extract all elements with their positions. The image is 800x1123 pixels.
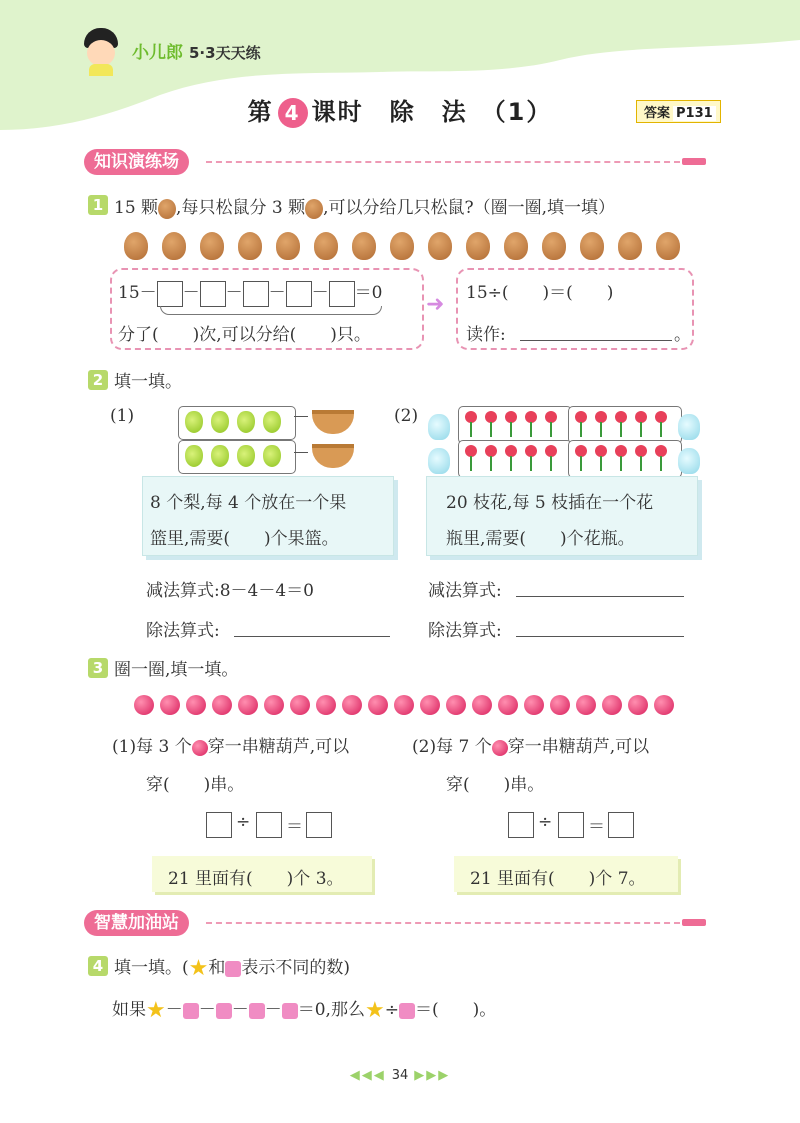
q2-part2-subtraction-line[interactable] [516,596,684,597]
pinecone-icon [158,199,176,219]
pinecone-icon [542,232,566,260]
q2-part1-text-1: 8 个梨,每 4 个放在一个果 [150,493,347,513]
q1-division-equation[interactable]: 15÷( )＝( ) [466,283,614,303]
vase-icon [678,414,700,440]
pear-icon [211,411,229,433]
star-icon: ★ [146,998,166,1023]
pear-group[interactable] [178,440,296,474]
hawthorn-icon [550,695,570,715]
hawthorn-icon [212,695,232,715]
flower-icon [525,445,537,471]
brand-series: 5·3天天练 [189,44,261,62]
pinecone-icon [656,232,680,260]
hawthorn-icon [394,695,414,715]
q1-prompt: 15 颗 ,每只松鼠分 3 颗 ,可以分给几只松鼠?（圈一圈,填一填） [114,198,615,218]
hawthorn-icon [342,695,362,715]
answer-reference[interactable]: 答案 P131 [636,100,721,123]
brand-name: 小儿郎 [132,43,183,63]
pear-icon [237,445,255,467]
pinecone-icon [162,232,186,260]
page-number: 34 [391,1068,409,1083]
hawthorn-icon [134,695,154,715]
pinecone-icon [276,232,300,260]
pear-icon [237,411,255,433]
pinecone-row[interactable] [124,232,694,260]
pinecone-icon [618,232,642,260]
flower-group[interactable] [568,440,682,478]
q2-part1-text-2[interactable]: 篮里,需要( )个果篮。 [150,529,339,549]
hawthorn-icon [654,695,674,715]
page-title: 第 4 课时 除 法 （1） [247,98,553,126]
pinecone-icon [352,232,376,260]
pear-group[interactable] [178,406,296,440]
pinecone-icon [200,232,224,260]
q2-part1-label: (1) [110,406,135,426]
pink-square-icon [282,1003,298,1019]
pink-square-icon [399,1003,415,1019]
pinecone-icon [466,232,490,260]
q1-read-label: 读作: [466,325,506,345]
flower-icon [465,445,477,471]
pink-square-icon [225,961,241,977]
vase-icon [678,448,700,474]
hawthorn-icon [492,740,508,756]
flower-group[interactable] [568,406,682,444]
q3-part1-card-text[interactable]: 21 里面有( )个 3。 [168,869,344,889]
q3-part1-answer[interactable]: 穿( )串。 [146,775,245,795]
pear-icon [263,411,281,433]
hawthorn-icon [238,695,258,715]
q2-part1-division-line[interactable] [234,636,390,637]
hawthorn-icon [420,695,440,715]
q2-part2-subtraction-label: 减法算式: [428,581,502,601]
answer-box[interactable] [306,812,332,838]
brace [160,306,382,315]
flower-icon [525,411,537,437]
q1-read-answer-line[interactable] [520,340,672,341]
pear-icon [211,445,229,467]
q3-part2-answer[interactable]: 穿( )串。 [446,775,545,795]
q1-count-line[interactable]: 分了( )次,可以分给( )只。 [118,325,371,345]
left-arrows-icon: ◀◀◀ [349,1068,386,1083]
q2-part2-text-2[interactable]: 瓶里,需要( )个花瓶。 [446,529,635,549]
flower-icon [615,445,627,471]
question-number: 4 [88,956,108,976]
flower-icon [465,411,477,437]
hawthorn-icon [186,695,206,715]
pinecone-icon [305,199,323,219]
basket-icon [312,444,354,468]
answer-box[interactable] [256,812,282,838]
pinecone-icon [580,232,604,260]
hawthorn-icon [602,695,622,715]
pinecone-icon [504,232,528,260]
pear-icon [185,411,203,433]
right-arrows-icon: ▶▶▶ [414,1068,451,1083]
flower-icon [505,445,517,471]
q2-part2-text-1: 20 枝花,每 5 枝插在一个花 [446,493,654,513]
answer-box[interactable] [243,281,269,307]
q3-title: 圈一圈,填一填。 [114,660,239,680]
flower-group[interactable] [458,440,572,478]
arrow-right-icon: ➜ [426,292,445,317]
flower-icon [635,411,647,437]
pink-square-icon [249,1003,265,1019]
answer-box[interactable] [508,812,534,838]
q2-part2-label: (2) [394,406,419,426]
flower-icon [485,411,497,437]
q2-part1-subtraction: 减法算式:8－4－4＝0 [146,581,314,601]
answer-box[interactable] [206,812,232,838]
vase-icon [428,448,450,474]
pinecone-icon [124,232,148,260]
answer-box[interactable] [200,281,226,307]
flower-icon [595,411,607,437]
vase-icon [428,414,450,440]
pear-icon [185,445,203,467]
mascot-avatar [80,28,122,76]
q2-part2-division-label: 除法算式: [428,621,502,641]
lesson-number-badge: 4 [278,98,308,128]
hawthorn-icon [498,695,518,715]
brand-logo [132,38,261,63]
arrow-icon [294,416,308,417]
q2-title: 填一填。 [114,372,182,392]
hawthorn-icon [446,695,466,715]
flower-icon [655,445,667,471]
star-icon: ★ [364,998,385,1023]
answer-box[interactable] [329,281,355,307]
question-number: 1 [88,195,108,215]
hawthorn-icon [160,695,180,715]
pencil-icon [682,919,706,926]
section-divider [206,161,680,163]
pencil-icon [682,158,706,165]
answer-box[interactable] [157,281,183,307]
q4-equation[interactable]: 如果★－ － － － ＝0,那么★÷ ＝( )。 [112,998,497,1023]
q2-part2-division-line[interactable] [516,636,684,637]
hawthorn-icon [472,695,492,715]
hawthorn-icon [264,695,284,715]
pink-square-icon [216,1003,232,1019]
hawthorn-icon [576,695,596,715]
section-tag-practice: 知识演练场 [84,149,189,175]
hawthorn-icon [524,695,544,715]
flower-icon [635,445,647,471]
hawthorn-row[interactable] [134,694,680,715]
flower-icon [505,411,517,437]
flower-icon [615,411,627,437]
flower-icon [595,445,607,471]
hawthorn-icon [192,740,208,756]
hawthorn-icon [628,695,648,715]
pinecone-icon [238,232,262,260]
q4-title: 填一填。(★和 表示不同的数) [114,956,351,981]
answer-box[interactable] [608,812,634,838]
flower-icon [575,411,587,437]
basket-icon [312,410,354,434]
q3-part2-prompt: (2)每 7 个 穿一串糖葫芦,可以 [412,737,650,757]
flower-icon [655,411,667,437]
pinecone-icon [390,232,414,260]
page-footer [0,1068,800,1083]
arrow-icon [294,452,308,453]
q3-part2-card-text[interactable]: 21 里面有( )个 7。 [470,869,646,889]
hawthorn-icon [290,695,310,715]
answer-box[interactable] [558,812,584,838]
pinecone-icon [428,232,452,260]
q2-part1-division-label: 除法算式: [146,621,220,641]
pear-icon [263,445,281,467]
pinecone-icon [314,232,338,260]
flower-icon [575,445,587,471]
section-tag-challenge: 智慧加油站 [84,910,189,936]
question-number: 2 [88,370,108,390]
hawthorn-icon [316,695,336,715]
flower-icon [545,411,557,437]
flower-group[interactable] [458,406,572,444]
answer-box[interactable] [286,281,312,307]
pink-square-icon [183,1003,199,1019]
q1-subtraction-equation: 15－ － － － － ＝0 [118,278,382,307]
q3-part1-prompt: (1)每 3 个 穿一串糖葫芦,可以 [112,737,350,757]
hawthorn-icon [368,695,388,715]
flower-icon [485,445,497,471]
flower-icon [545,445,557,471]
question-number: 3 [88,658,108,678]
star-icon: ★ [188,956,209,981]
section-divider [206,922,680,924]
